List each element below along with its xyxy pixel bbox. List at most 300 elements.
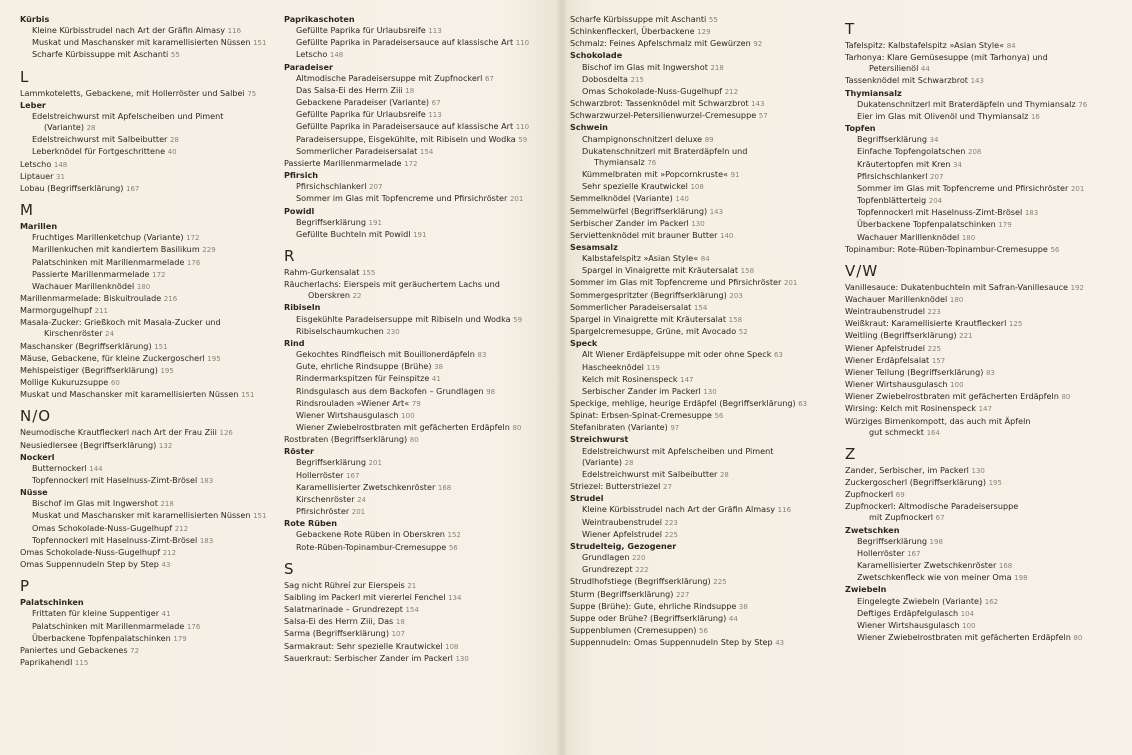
index-entry — [570, 446, 835, 457]
entry-text: Deftiges Erdäpfelgulasch — [857, 607, 959, 618]
entry-text: Scharfe Kürbissuppe mit Aschanti — [32, 49, 169, 60]
page-number: 144 — [89, 464, 103, 473]
index-entry — [284, 470, 559, 482]
section-letter: L — [20, 67, 30, 86]
entry-text: Wachauer Marillenknödel — [857, 231, 960, 242]
index-entry — [284, 229, 559, 241]
entry-text: Salatmarinade – Grundrezept — [284, 604, 403, 615]
index-entry — [845, 379, 1125, 391]
page-number: 172 — [404, 159, 418, 168]
index-entry — [20, 293, 282, 305]
entry-text: Sarmakraut: Sehr spezielle Krautwickel — [284, 640, 443, 651]
index-entry — [570, 362, 835, 374]
index-entry — [284, 134, 559, 146]
index-heading — [20, 487, 282, 498]
entry-text: Schwein — [570, 122, 608, 133]
index-entry — [284, 604, 559, 616]
entry-text: Palatschinken — [20, 597, 84, 608]
page-number: 167 — [907, 549, 921, 558]
page-number: 72 — [130, 646, 140, 655]
section-letter: P — [20, 577, 31, 596]
entry-text: Rindsgulasch aus dem Backofen – Grundlagen — [296, 385, 484, 396]
page-number: 180 — [136, 282, 151, 291]
index-entry — [284, 267, 559, 279]
page-number: 151 — [154, 342, 168, 351]
page-number: 55 — [170, 51, 180, 60]
index-heading — [570, 338, 835, 349]
entry-text: (Variante) — [44, 122, 85, 133]
entry-text: Wiener Zwiebelrostbraten mit gefächerten Erdäpfeln — [845, 391, 1059, 402]
entry-text: Passierte Marillenmarmelade — [284, 157, 402, 168]
index-entry — [845, 330, 1125, 342]
index-entry — [20, 633, 282, 645]
entry-text: Zupfnockerl: Altmodische Paradeisersuppe — [845, 501, 1019, 512]
entry-text: Serviettenknödel mit brauner Butter — [570, 229, 718, 240]
page-number: 83 — [477, 351, 487, 360]
index-entry — [20, 328, 282, 340]
entry-text: Ribiselschaumkuchen — [296, 325, 384, 336]
page-number: 52 — [738, 328, 748, 337]
page-number: 143 — [751, 100, 765, 109]
entry-text: Karamellisierter Zwetschkenröster — [857, 560, 997, 571]
page-number: 227 — [675, 590, 690, 599]
entry-text: Speckige, mehlige, heurige Erdäpfel (Begriffserklärung) — [570, 398, 796, 408]
page-number: 129 — [697, 28, 711, 37]
index-heading — [284, 446, 559, 457]
entry-text: Letscho — [296, 49, 328, 60]
index-entry — [284, 25, 559, 37]
entry-text: Serbischer Zander im Packerl — [570, 217, 689, 228]
entry-text: Strudel — [570, 493, 604, 504]
page-number: 59 — [518, 135, 528, 144]
index-entry — [845, 572, 1125, 584]
index-entry — [20, 427, 282, 439]
index-heading — [20, 100, 282, 111]
page-number: 126 — [219, 429, 233, 438]
page-number: 80 — [512, 424, 522, 432]
page-number: 229 — [202, 246, 216, 255]
index-entry — [284, 181, 559, 193]
page-number: 63 — [798, 400, 808, 408]
page-number: 34 — [953, 160, 962, 169]
page-number: 116 — [227, 27, 242, 36]
entry-text: Thymiansalz — [845, 87, 902, 98]
entry-text: Strudelteig, Gezogener — [570, 540, 677, 551]
entry-text: Liptauer — [20, 170, 54, 181]
page-number: 31 — [56, 172, 65, 181]
index-entry — [284, 457, 559, 469]
entry-text: Semmelknödel (Variante) — [570, 193, 673, 204]
entry-text: Leberknödel für Fortgeschrittene — [32, 146, 166, 157]
entry-text: Frittaten für kleine Suppentiger — [32, 608, 160, 619]
page-number: 75 — [247, 89, 257, 98]
entry-text: Hascheeknödel — [582, 361, 644, 372]
page-number: 179 — [998, 221, 1012, 230]
page-number: 110 — [515, 123, 530, 132]
page-number: 147 — [978, 405, 992, 414]
entry-text: Striezel: Butterstriezel — [570, 481, 661, 492]
index-entry — [570, 14, 835, 26]
entry-text: Spargel in Vinaigrette mit Kräutersalat — [570, 313, 727, 324]
entry-text: Palatschinken mit Marillenmarmelade — [32, 256, 185, 267]
page-number: 176 — [186, 622, 201, 631]
index-entry — [845, 536, 1125, 548]
page-number: 158 — [740, 267, 755, 276]
entry-text: Paprikaschoten — [284, 14, 355, 24]
entry-text: Zupfnockerl — [845, 489, 894, 500]
index-entry — [845, 560, 1125, 572]
page-number: 134 — [448, 593, 462, 602]
page-number: 208 — [968, 148, 982, 157]
entry-text: Ribiseln — [284, 302, 321, 313]
index-heading — [845, 88, 1125, 99]
index-entry — [284, 279, 559, 290]
index-entry — [570, 86, 835, 98]
index-heading — [570, 434, 835, 445]
page-number: 56 — [1050, 245, 1060, 254]
index-entry — [20, 510, 282, 522]
page-number: 212 — [724, 87, 739, 96]
entry-text: Fruchtiges Marillenketchup (Variante) — [32, 232, 184, 243]
page-number: 130 — [691, 219, 705, 228]
index-heading — [284, 518, 559, 529]
entry-text: Wiener Apfelstrudel — [582, 528, 663, 539]
entry-text: Oberskren — [308, 290, 350, 301]
index-entry — [284, 349, 559, 361]
index-entry — [845, 416, 1125, 427]
index-entry — [570, 637, 835, 649]
entry-text: Zwetschken — [845, 524, 900, 535]
page-number: 140 — [675, 195, 689, 204]
entry-text: Wiener Apfelstrudel — [845, 342, 926, 353]
entry-text: Omas Schokolade-Nuss-Gugelhupf — [32, 522, 173, 533]
page-number: 55 — [708, 16, 718, 24]
index-entry — [284, 580, 559, 592]
entry-text: Mäuse, Gebackene, für kleine Zuckergoscherl — [20, 352, 205, 363]
index-heading — [284, 302, 559, 313]
page-number: 212 — [174, 524, 189, 533]
entry-text: Wiener Erdäpfelsalat — [845, 354, 930, 365]
entry-text: Streichwurst — [570, 434, 629, 445]
index-entry — [20, 657, 282, 669]
entry-text: Kleine Kürbisstrudel nach Art der Gräfin Almasy — [32, 25, 226, 36]
index-entry — [284, 326, 559, 338]
entry-text: Salsa-Ei des Herrn Ziii, Das — [284, 616, 394, 627]
index-entry — [570, 230, 835, 242]
page-number: 195 — [207, 354, 221, 363]
index-column-1 — [20, 14, 282, 669]
entry-text: Pfirsichschlankerl — [857, 170, 928, 181]
page-number: 59 — [513, 315, 523, 324]
index-entry — [284, 217, 559, 229]
index-entry — [284, 653, 559, 665]
page-number: 180 — [949, 295, 964, 304]
page-number: 67 — [484, 74, 494, 83]
entry-text: Nockerl — [20, 451, 55, 462]
page-number: 154 — [693, 303, 708, 312]
index-entry — [845, 620, 1125, 632]
index-entry — [20, 523, 282, 535]
index-entry — [284, 193, 559, 205]
index-entry — [845, 282, 1125, 294]
page-number: 207 — [930, 172, 944, 181]
page-number: 152 — [447, 531, 461, 540]
entry-text: Edelstreichwurst mit Salbeibutter — [32, 134, 168, 145]
page-number: 195 — [988, 479, 1002, 487]
index-entry — [845, 232, 1125, 244]
index-entry — [284, 121, 559, 133]
index-heading — [570, 493, 835, 504]
index-entry — [570, 218, 835, 230]
index-heading — [284, 338, 559, 349]
section-letter: R — [284, 246, 296, 265]
index-entry — [20, 535, 282, 547]
page-number: 67 — [431, 99, 441, 108]
index-entry — [20, 389, 282, 401]
entry-text: Kürbis — [20, 14, 50, 24]
entry-text: Nüsse — [20, 487, 48, 498]
index-entry — [20, 37, 282, 49]
index-entry — [570, 457, 835, 469]
page-number: 108 — [445, 642, 459, 651]
entry-text: Gefüllte Paprika in Paradeisersauce auf klassische Art — [296, 121, 514, 132]
entry-text: Thymiansalz — [594, 156, 645, 167]
page-number: 191 — [368, 218, 382, 227]
index-entry — [570, 589, 835, 601]
index-heading — [20, 597, 282, 608]
entry-text: Topfen — [845, 123, 876, 134]
index-entry — [570, 552, 835, 564]
index-entry — [845, 244, 1125, 256]
index-entry — [845, 427, 1125, 439]
index-entry — [284, 628, 559, 640]
index-heading — [284, 170, 559, 181]
page-number: 225 — [713, 578, 727, 587]
page-number: 155 — [362, 268, 376, 277]
page-number: 80 — [1073, 634, 1083, 643]
index-column-3 — [570, 14, 835, 649]
page-number: 89 — [704, 135, 714, 144]
entry-text: Sommerlicher Paradeisersalat — [570, 301, 692, 312]
index-entry — [20, 608, 282, 620]
index-entry — [845, 465, 1125, 477]
page-number: 67 — [935, 514, 945, 523]
entry-text: Topfenblätterteig — [857, 195, 927, 206]
page-number: 201 — [783, 279, 798, 288]
entry-text: Omas Schokolade-Nuss-Gugelhupf — [582, 85, 723, 96]
entry-text: Hollerröster — [857, 547, 905, 558]
entry-text: Bischof im Glas mit Ingwershot — [582, 61, 708, 72]
entry-text: Marmorgugelhupf — [20, 305, 93, 316]
page-number: 27 — [662, 483, 672, 492]
index-entry — [845, 75, 1125, 87]
index-heading — [284, 62, 559, 73]
index-entry — [845, 52, 1125, 63]
entry-text: Rote-Rüben-Topinambur-Cremesuppe — [296, 541, 447, 552]
page-number: 56 — [714, 412, 724, 421]
index-heading — [284, 206, 559, 217]
page-number: 179 — [173, 634, 187, 643]
page-number: 191 — [413, 230, 427, 239]
entry-text: Begriffserklärung — [857, 535, 927, 546]
index-entry — [20, 122, 282, 134]
entry-text: Rahm-Gurkensalat — [284, 266, 360, 277]
index-entry — [284, 361, 559, 373]
page-number: 143 — [970, 77, 984, 86]
index-entry — [570, 181, 835, 193]
section-letter: S — [284, 559, 295, 578]
entry-text: Speck — [570, 338, 598, 349]
page-number: 151 — [241, 391, 255, 400]
entry-text: Zander, Serbischer, im Packerl — [845, 464, 969, 475]
page-number: 154 — [405, 606, 419, 615]
entry-text: Marillenkuchen mit kandiertem Basilikum — [32, 244, 200, 255]
entry-text: Muskat und Maschansker mit karamellisierten Nüssen — [20, 389, 239, 400]
page-number: 76 — [647, 158, 657, 167]
entry-text: Wiener Zwiebelrostbraten mit gefächerten Erdäpfeln — [296, 422, 510, 432]
index-entry — [570, 481, 835, 493]
index-entry — [284, 158, 559, 170]
entry-text: Sommerlicher Paradeisersalat — [296, 145, 418, 156]
index-heading — [845, 584, 1125, 595]
entry-text: Paniertes und Gebackenes — [20, 644, 128, 655]
entry-text: Wiener Wirtshausgulasch — [296, 409, 399, 420]
entry-text: Kelch mit Rosinenspeck — [582, 373, 678, 384]
page-number: 157 — [931, 356, 946, 365]
entry-text: Wiener Teilung (Begriffserklärung) — [845, 366, 984, 377]
index-entry — [20, 49, 282, 61]
page-number: 80 — [1061, 393, 1071, 402]
entry-text: Alt Wiener Erdäpfelsuppe mit oder ohne Speck — [582, 349, 772, 360]
page-number: 115 — [74, 659, 89, 668]
page-number: 38 — [738, 602, 748, 611]
index-entry — [20, 88, 282, 100]
index-heading — [845, 123, 1125, 134]
page-number: 107 — [391, 630, 405, 639]
page-number: 201 — [351, 508, 366, 517]
index-entry — [570, 613, 835, 625]
page-number: 56 — [448, 543, 458, 552]
index-entry — [845, 63, 1125, 75]
index-entry — [570, 422, 835, 434]
page-number: 43 — [161, 561, 171, 570]
entry-text: Sehr spezielle Krautwickel — [582, 181, 688, 192]
page-number: 116 — [777, 506, 792, 515]
index-entry — [20, 645, 282, 657]
page-number: 69 — [895, 491, 905, 500]
index-entry — [570, 98, 835, 110]
index-entry — [20, 353, 282, 365]
entry-text: Schmalz: Feines Apfelschmalz mit Gewürzen — [570, 38, 751, 49]
page-number: 230 — [386, 327, 400, 336]
entry-text: Spargelcremesuppe, Grüne, mit Avocado — [570, 326, 737, 337]
entry-text: Tassenknödel mit Schwarzbrot — [845, 75, 968, 86]
entry-text: Suppenblumen (Cremesuppen) — [570, 624, 697, 635]
index-entry — [570, 146, 835, 157]
index-entry — [284, 422, 559, 434]
page-number: 130 — [703, 387, 717, 396]
index-entry — [570, 576, 835, 588]
entry-text: Powidl — [284, 205, 315, 216]
entry-text: Topfennockerl mit Haselnuss-Zimt-Brösel — [32, 475, 198, 485]
page-number: 220 — [632, 554, 646, 563]
index-entry — [284, 73, 559, 85]
index-entry — [20, 171, 282, 183]
entry-text: Gefüllte Paprika für Urlaubsreife — [296, 109, 426, 120]
page-number: 130 — [455, 654, 469, 663]
index-heading — [20, 221, 282, 232]
index-entry — [845, 403, 1125, 415]
page-number: 28 — [624, 458, 634, 467]
entry-text: Kräutertopfen mit Kren — [857, 158, 951, 169]
entry-text: Pfirsich — [284, 170, 319, 181]
page-number: 201 — [1070, 184, 1085, 193]
index-entry — [570, 193, 835, 205]
page-number: 28 — [86, 124, 96, 133]
index-heading — [284, 14, 559, 25]
page-number: 108 — [690, 183, 704, 192]
index-heading — [570, 50, 835, 61]
page-number: 44 — [920, 65, 930, 74]
page-number: 151 — [253, 39, 267, 48]
entry-text: Dukatenschnitzerl mit Braterdäpfeln und — [582, 145, 748, 156]
index-entry — [20, 111, 282, 122]
page-number: 148 — [53, 160, 68, 169]
index-entry — [845, 195, 1125, 207]
index-entry — [20, 146, 282, 158]
index-entry — [20, 498, 282, 510]
entry-text: Grundlagen — [582, 552, 630, 563]
entry-text: Pfirsichröster — [296, 506, 350, 517]
index-entry — [570, 517, 835, 529]
index-heading — [20, 452, 282, 463]
index-entry — [284, 506, 559, 518]
index-entry — [284, 49, 559, 61]
index-entry — [284, 616, 559, 628]
entry-text: Mollige Kukuruzsuppe — [20, 377, 109, 388]
entry-text: Überbackene Topfenpalatschinken — [857, 219, 996, 230]
index-entry — [284, 434, 559, 446]
index-entry — [284, 109, 559, 121]
entry-text: Champignonschnitzerl deluxe — [582, 133, 703, 144]
index-entry — [570, 302, 835, 314]
index-column-2 — [284, 14, 559, 665]
page-number: 218 — [710, 63, 724, 72]
index-entry — [570, 169, 835, 181]
entry-text: Rindermarkspitzen für Feinspitze — [296, 373, 430, 384]
page-number: 216 — [163, 294, 178, 303]
index-entry — [570, 504, 835, 516]
page-number: 204 — [928, 197, 943, 206]
entry-text: Kümmelbraten mit »Popcornkruste« — [582, 169, 729, 180]
page-number: 16 — [1030, 112, 1040, 121]
entry-text: Wiener Wirtshausgulasch — [857, 619, 960, 630]
entry-text: Saibling im Packerl mit viererlei Fenchel — [284, 591, 446, 602]
entry-text: Begriffserklärung — [296, 457, 366, 468]
page-number: 113 — [428, 111, 442, 120]
entry-text: Wiener Zwiebelrostbraten mit gefächerten Erdäpfeln — [857, 632, 1071, 643]
page-number: 21 — [407, 581, 417, 590]
index-entry — [570, 26, 835, 38]
index-entry — [845, 355, 1125, 367]
page-number: 44 — [728, 614, 738, 623]
entry-text: Spargel in Vinaigrette mit Kräutersalat — [582, 265, 739, 276]
index-entry — [570, 157, 835, 169]
entry-text: Altmodische Paradeisersuppe mit Zupfnockerl — [296, 72, 483, 83]
entry-text: Gebackene Rote Rüben in Oberskren — [296, 529, 445, 540]
entry-text: Dukatenschnitzerl mit Braterdäpfeln und Thymiansalz — [857, 98, 1076, 109]
entry-text: Lobau (Begriffserklärung) — [20, 182, 124, 193]
